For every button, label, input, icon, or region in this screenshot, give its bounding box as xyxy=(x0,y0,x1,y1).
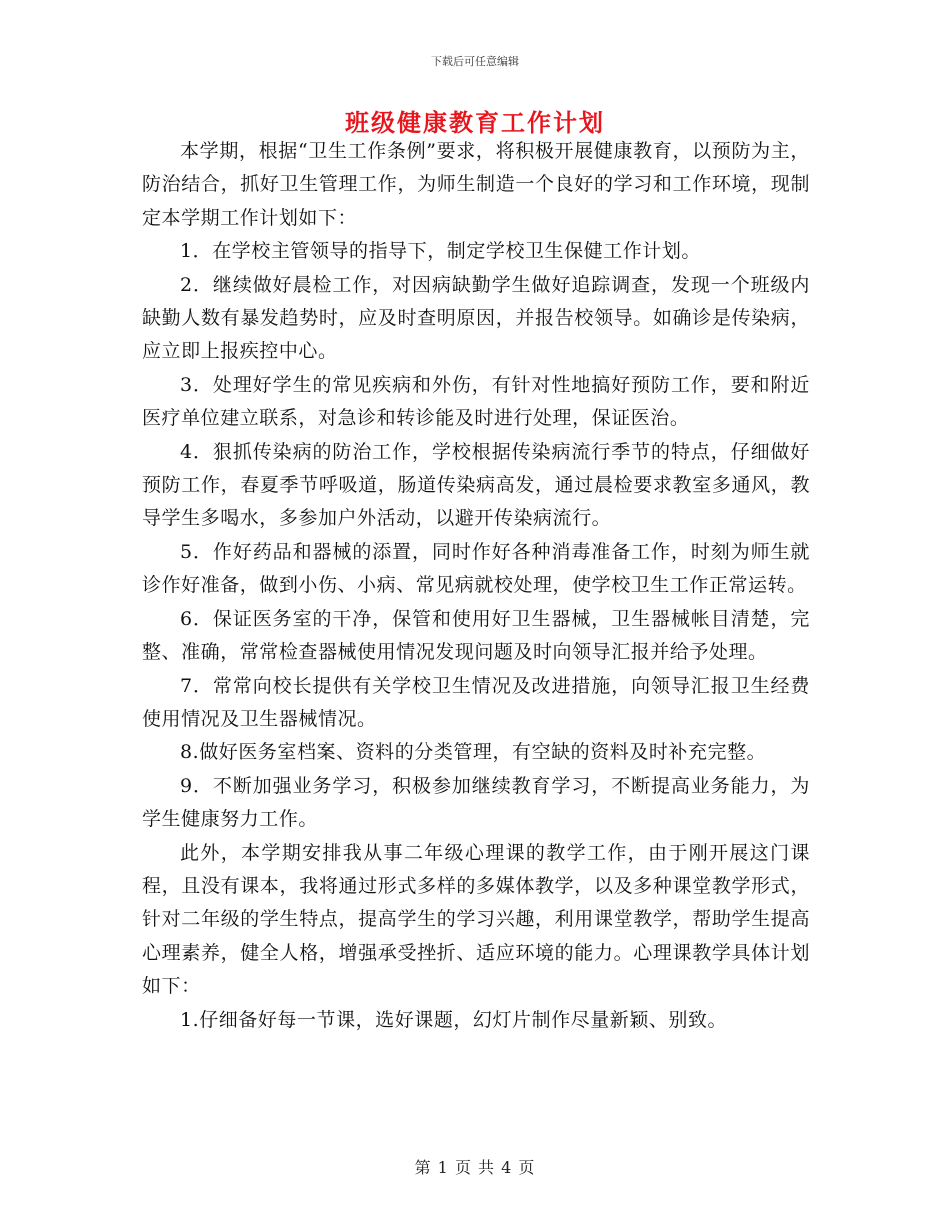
plan-item-6: 6．保证医务室的干净，保管和使用好卫生器械，卫生器械帐目清楚，完整、准确，常常检查器械使用情况发现问题及时向领导汇报并给予处理。 xyxy=(142,607,810,664)
document-body xyxy=(142,135,810,1037)
psychology-paragraph: 此外，本学期安排我从事二年级心理课的教学工作，由于刚开展这门课程，且没有课本，我将通过形式多样的多媒体教学，以及多种课堂教学形式，针对二年级的学生特点，提高学生的学习兴趣，利用课堂教学，帮助学生提高心理素养，健全人格，增强承受挫折、适应环境的能力。心理课教学具体计划如下： xyxy=(142,841,810,998)
header-note: 下载后可任意编辑 xyxy=(431,55,519,68)
page-number: 第 1 页 共 4 页 xyxy=(414,1158,536,1177)
document-title: 班级健康教育工作计划 xyxy=(345,108,605,137)
intro-paragraph: 本学期，根据“卫生工作条例”要求，将积极开展健康教育，以预防为主，防治结合，抓好卫生管理工作，为师生制造一个良好的学习和工作环境，现制定本学期工作计划如下： xyxy=(142,140,810,229)
plan-item-2: 2．继续做好晨检工作，对因病缺勤学生做好追踪调查，发现一个班级内缺勤人数有暴发趋势时，应及时查明原因，并报告校领导。如确诊是传染病，应立即上报疾控中心。 xyxy=(142,273,810,363)
psychology-item-1: 1.仔细备好每一节课，选好课题，幻灯片制作尽量新颖、别致。 xyxy=(180,1008,728,1031)
plan-item-1: 1．在学校主管领导的指导下，制定学校卫生保健工作计划。 xyxy=(180,240,701,263)
plan-item-3: 3．处理好学生的常见疾病和外伤，有针对性地搞好预防工作，要和附近医疗单位建立联系，对急诊和转诊能及时进行处理，保证医治。 xyxy=(142,373,810,430)
plan-item-9: 9．不断加强业务学习，积极参加继续教育学习，不断提高业务能力，为学生健康努力工作。 xyxy=(142,774,810,831)
plan-item-4: 4．狠抓传染病的防治工作，学校根据传染病流行季节的特点，仔细做好预防工作，春夏季节呼吸道，肠道传染病高发，通过晨检要求教室多通风，教导学生多喝水，多参加户外活动，以避开传染病流行。 xyxy=(142,440,810,530)
plan-item-7: 7．常常向校长提供有关学校卫生情况及改进措施，向领导汇报卫生经费使用情况及卫生器械情况。 xyxy=(142,674,810,730)
plan-item-5: 5．作好药品和器械的添置，同时作好各种消毒准备工作，时刻为师生就诊作好准备，做到小伤、小病、常见病就校处理，使学校卫生工作正常运转。 xyxy=(142,540,810,597)
plan-item-8: 8.做好医务室档案、资料的分类管理，有空缺的资料及时补充完整。 xyxy=(180,741,767,764)
